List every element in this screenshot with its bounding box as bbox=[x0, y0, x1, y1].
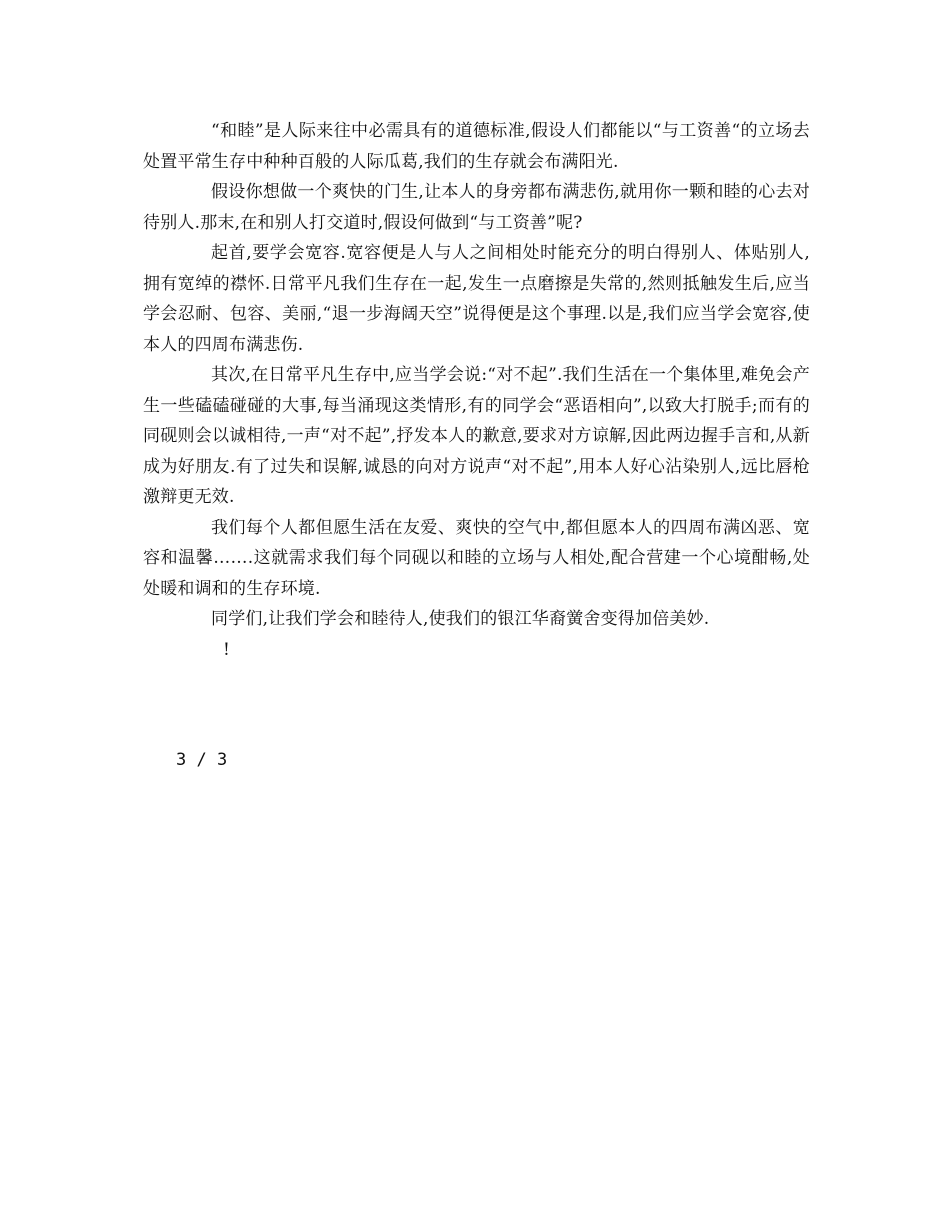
closing-mark: ! bbox=[223, 639, 230, 660]
paragraph-4: 其次,在日常平凡生存中,应当学会说:“对不起”.我们生活在一个集体里,难免会产生一些磕磕碰碰的大事,每当涌现这类情形,有的同学会“恶语相向”,以致大打脱手;而有的同砚则会以诚相待,一声“对不起”,抒发本人的歉意,要求对方谅解,因此两边握手言和,从新成为好朋友.有了过失和误解,诚恳的向对方说声“对不起”,用本人好心沾染别人,远比唇枪激辩更无效. bbox=[143, 365, 810, 507]
page-number: 3 / 3 bbox=[176, 750, 228, 770]
paragraph-2: 假设你想做一个爽快的门生,让本人的身旁都布满悲伤,就用你一颗和睦的心去对待别人.那末,在和别人打交道时,假设何做到“与工资善”呢? bbox=[143, 182, 810, 233]
paragraph-3: 起首,要学会宽容.宽容便是人与人之间相处时能充分的明白得别人、体贴别人,拥有宽绰的襟怀.日常平凡我们生存在一起,发生一点磨擦是失常的,然则抵触发生后,应当学会忍耐、包容、美丽,“退一步海阔天空”说得便是这个事理.以是,我们应当学会宽容,使本人的四周布满悲伤. bbox=[143, 243, 810, 355]
paragraph-6: 同学们,让我们学会和睦待人,使我们的银江华裔黉舍变得加倍美妙. bbox=[211, 609, 710, 629]
paragraph-1: “和睦”是人际来往中必需具有的道德标准,假设人们都能以“与工资善“的立场去处置平常生存中种种百般的人际瓜葛,我们的生存就会布满阳光. bbox=[143, 121, 810, 172]
paragraph-5: 我们每个人都但愿生活在友爱、爽快的空气中,都但愿本人的四周布满凶恶、宽容和温馨…….这就需求我们每个同砚以和睦的立场与人相处,配合营建一个心境酣畅,处处暖和调和的生存环境. bbox=[143, 517, 810, 599]
document-body bbox=[143, 116, 810, 665]
